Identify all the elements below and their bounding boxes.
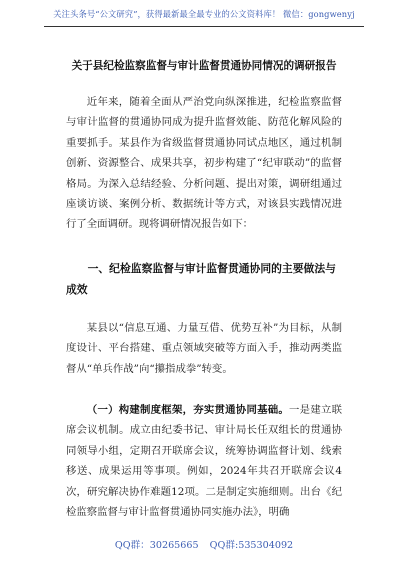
section-intro-paragraph: 某县以“信息互通、力量互借、优势互补”为目标，从制度设计、平台搭建、重点领域突破等方面入手，推动两类监督从“单兵作战”向“攥指成拳”转变。 xyxy=(66,322,342,375)
intro-paragraph: 近年来，随着全面从严治党向纵深推进，纪检监察监督与审计监督的贯通协同成为提升监督效能、防范化解风险的重要抓手。某县作为省级监督贯通协同试点地区，通过机制创新、资源整合、成果共享，初步构建了“纪审联动”的监督格局。为深入总结经验、分析问题、提出对策，调研组通过座谈访谈、案例分析、数据统计等方式，对该县实践情况进行了全面调研。现将调研情况报告如下： xyxy=(66,96,342,231)
header-banner: 关注头条号“公文研究”，获得最新最全最专业的公文资料库！ 微信：gongwenyj xyxy=(53,9,355,19)
subsection-body: 一是建立联席会议机制。成立由纪委书记、审计局长任双组长的贯通协同领导小组，定期召开联席会议，统筹协调监督计划、线索移送、成果运用等事项。例如，2024年共召开联席会议4次，研究解决协作难题12项。二是制定实施细则。出台《纪检监察监督与审计监督贯通协同实施办法》，明确 xyxy=(66,404,342,519)
subsection-lead: （一）构建制度框架，夯实贯通协同基础。 xyxy=(86,404,290,416)
footer xyxy=(0,537,408,551)
document-title: 关于县纪检监察监督与审计监督贯通协同情况的调研报告 xyxy=(71,60,337,72)
header-divider xyxy=(44,26,364,27)
footer-qq-group-2: QQ群:535304092 xyxy=(209,540,294,551)
section-heading: 一、纪检监察监督与审计监督贯通协同的主要做法与成效 xyxy=(66,262,336,296)
footer-qq-group-1: QQ群：30265665 xyxy=(114,540,199,551)
subsection-paragraph xyxy=(66,400,342,522)
